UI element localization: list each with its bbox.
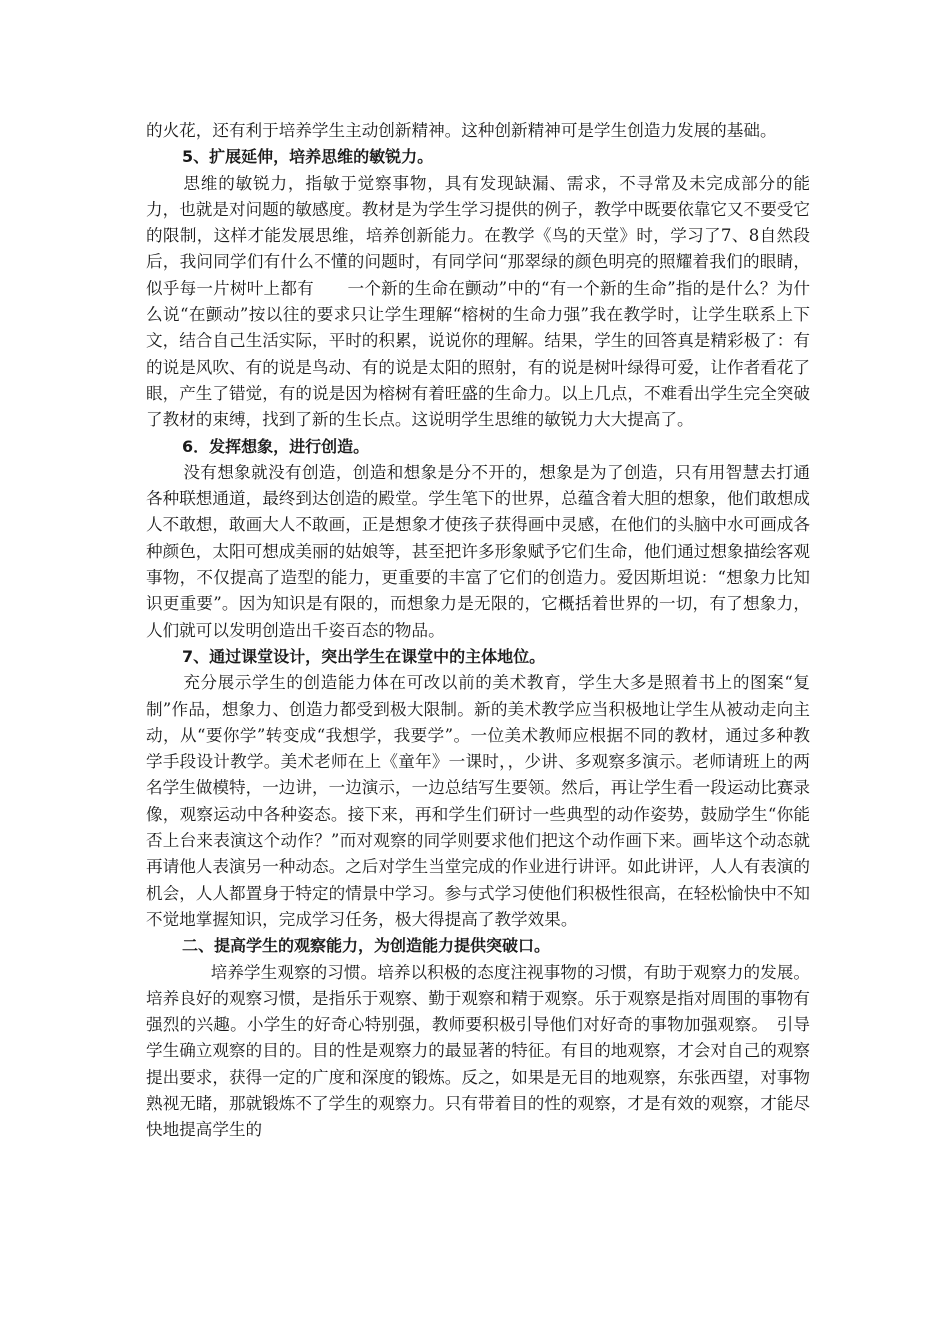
section-heading-part-two: 二、提高学生的观察能力，为创造能力提供突破口。	[182, 936, 551, 956]
paragraph-thinking-sensitivity: 思维的敏锐力，指敏于觉察事物，具有发现缺漏、需求，不寻常及未完成部分的能力，也就是对问题的敏感度。教材是为学生学习提供的例子，教学中既要依靠它又不要受它的限制，这样才能发展思维，培养创新能力。在教学《鸟的天堂》时，学习了7、8自然段后，我问同学们有什么不懂的问题时，有同学问“那翠绿的颜色明亮的照耀着我们的眼睛，似乎每一片树叶上都有 一个新的生命在颤动”中的“有一个新的生命”指的是什么？为什么说“在颤动”按以往的要求只让学生理解“榕树的生命力强”我在教学时，让学生联系上下文，结合自己生活实际，平时的积累，说说你的理解。结果，学生的回答真是精彩极了：有的说是风吹、有的说是鸟动、有的说是太阳的照射，有的说是树叶绿得可爱，让作者看花了眼，产生了错觉，有的说是因为榕树有着旺盛的生命力。以上几点，不难看出学生完全突破了教材的束缚，找到了新的生长点。这说明学生思维的敏锐力大大提高了。	[146, 173, 810, 430]
paragraph-classroom-design: 充分展示学生的创造能力体在可改以前的美术教育，学生大多是照着书上的图案“复制”作品，想象力、创造力都受到极大限制。新的美术教学应当积极地让学生从被动走向主动，从“要你学”转变成“我想学，我要学”。一位美术教师应根据不同的教材，通过多种教学手段设计教学。美术老师在上《童年》一课时，，少讲、多观察多演示。老师请班上的两名学生做模特，一边讲，一边演示，一边总结写生要领。然后，再让学生看一段运动比赛录像，观察运动中各种姿态。接下来，再和学生们研讨一些典型的动作姿势，鼓励学生“你能否上台来表演这个动作？”而对观察的同学则要求他们把这个动作画下来。画毕这个动态就再请他人表演另一种动态。之后对学生当堂完成的作业进行讲评。如此讲评，人人有表演的机会，人人都置身于特定的情景中学习。参与式学习使他们积极性很高，在轻松愉快中不知不觉地掌握知识，完成学习任务，极大得提高了教学效果。	[146, 673, 810, 929]
section-heading-7: 7、通过课堂设计，突出学生在课堂中的主体地位。	[182, 646, 546, 666]
paragraph-observation: 培养学生观察的习惯。培养以积极的态度注视事物的习惯，有助于观察力的发展。培养良好的观察习惯，是指乐于观察、勤于观察和精于观察。乐于观察是指对周围的事物有强烈的兴趣。小学生的好奇心特别强，教师要积极引导他们对好奇的事物加强观察。 引导学生确立观察的目的。目的性是观察力的最显著的特征。有目的地观察，才会对自己的观察提出要求，获得一定的广度和深度的锻炼。反之，如果是无目的地观察，东张西望，对事物熟视无睹，那就锻炼不了学生的观察力。只有带着目的性的观察，才是有效的观察，才能尽快地提高学生的	[146, 962, 810, 1140]
paragraph-continuation: 的火花，还有利于培养学生主动创新精神。这种创新精神可是学生创造力发展的基础。	[146, 121, 777, 140]
document-page	[146, 118, 810, 1144]
section-heading-5: 5、扩展延伸，培养思维的敏锐力。	[182, 147, 434, 167]
section-heading-6: 6．发挥想象，进行创造。	[182, 436, 370, 456]
paragraph-imagination: 没有想象就没有创造，创造和想象是分不开的，想象是为了创造，只有用智慧去打通各种联想通道，最终到达创造的殿堂。学生笔下的世界，总蕴含着大胆的想象，他们敢想成人不敢想，敢画大人不敢画，正是想象才使孩子获得画中灵感，在他们的头脑中水可画成各种颜色，太阳可想成美丽的姑娘等，甚至把许多形象赋予它们生命，他们通过想象描绘客观事物，不仅提高了造型的能力，更重要的丰富了它们的创造力。爱因斯坦说：“想象力比知识更重要”。因为知识是有限的，而想象力是无限的，它概括着世界的一切，有了想象力，人们就可以发明创造出千姿百态的物品。	[146, 462, 810, 640]
